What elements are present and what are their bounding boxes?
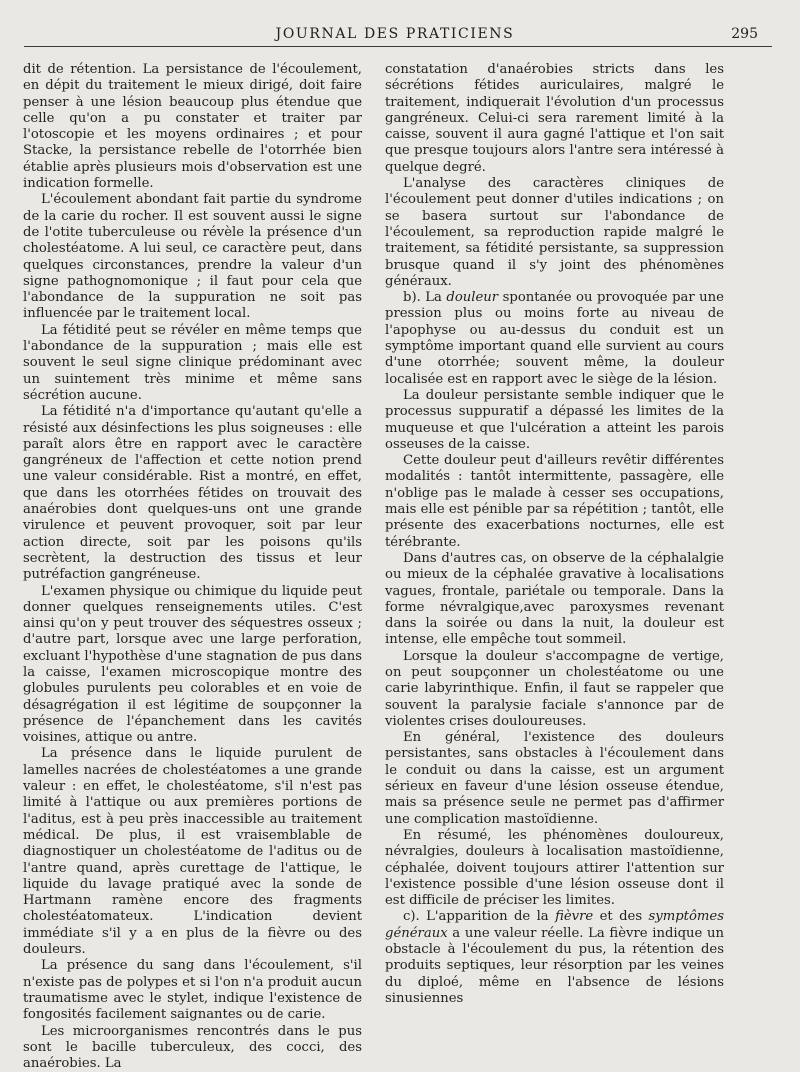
paragraph-text: L'analyse des caractères cliniques de l'écoulement peut donner d'utiles indications ; on se basera surtout sur l'abondance de l'écoulement, sa reproduction rapide malgré le traitement, sa fétidité persistante, sa suppression brusque quand il s'y joint des phénomènes généraux. [385, 176, 724, 289]
paragraph [23, 584, 362, 747]
paragraph-text: L'examen physique ou chimique du liquide peut donner quelques renseignements utiles. C'est ainsi qu'on y peut trouver des séquestres osseux ; d'autre part, lorsque avec une large perforation, excluant l'hypothèse d'une stagnation de pus dans la caisse, l'examen microscopique montre des globules purulents peu colorables et en voie de désagrégation il est légitime de soupçonner la présence de l'épanchement dans les cavités voisines, attique ou antre. [23, 583, 362, 746]
paragraph [385, 62, 724, 176]
paragraph [385, 551, 724, 649]
paragraph-text: a une valeur réelle. La fièvre indique un obstacle à l'écoulement du pus, la rétention des produits septiques, leur résorption par les veines du diploé, même en l'absence de lésions sinusiennes [385, 925, 724, 1006]
running-header [20, 26, 770, 46]
journal-title: JOURNAL DES PRATICIENS [275, 26, 515, 42]
paragraph-text: La douleur persistante semble indiquer que le processus suppuratif a dépassé les limites de la muqueuse et que l'ulcération a atteint les parois osseuses de la caisse. [385, 387, 724, 452]
paragraph-text: La présence dans le liquide purulent de lamelles nacrées de cholestéatomes a une grande valeur : en effet, le cholestéatome, s'il n'est pas limité à l'attique ou aux premières portions de l'aditus, est à peu près inaccessible au traitement médical. De plus, il est vraisemblable de diagnostiquer un cholestéatome de l'aditus ou de l'antre quand, après curettage de l'attique, le liquide du lavage pratiqué avec la sonde de Hartmann ramène encore des fragments cholestéatomateux. L'indication devient immédiate s'il y a en plus de la fièvre ou des douleurs. [23, 746, 362, 958]
page-number: 295 [731, 26, 758, 42]
paragraph [385, 730, 724, 828]
paragraph-text: En général, l'existence des douleurs persistantes, sans obstacles à l'écoulement dans le conduit ou dans la caisse, est un argument sérieux en faveur d'une lésion osseuse étendue, mais sa présence seule ne permet pas d'affirmer une complication mastoïdienne. [385, 730, 724, 827]
paragraph-text: La fétidité n'a d'importance qu'autant qu'elle a résisté aux désinfections les plus soigneuses : elle paraît alors être en rapport avec le caractère gangréneux de l'affection et cette notion prend une valeur considérable. Rist a montré, en effet, que dans les otorrhées fétides on trouvait des anaérobies dont quelques-uns ont une grande virulence et peuvent provoquer, soit par leur action directe, soit par les poisons qu'ils secrètent, la destruction des tissus et leur putréfaction gangréneuse. [23, 404, 362, 583]
paragraph [385, 909, 724, 1007]
paragraph [23, 404, 362, 583]
paragraph-text: b). La [403, 290, 447, 306]
italic-term: douleur [446, 290, 499, 306]
paragraph [23, 1024, 362, 1072]
paragraph [23, 62, 362, 192]
paragraph-text: Lorsque la douleur s'accompagne de vertige, on peut soupçonner un cholestéatome ou une carie labyrinthique. Enfin, il faut se rappeler que souvent la paralysie faciale s'annonce par de violentes crises douloureuses. [385, 648, 724, 729]
paragraph [385, 649, 724, 730]
paragraph-text: et des [593, 909, 649, 925]
paragraph [23, 323, 362, 404]
paragraph-text: La fétidité peut se révéler en même temps que l'abondance de la suppuration ; mais elle est souvent le seul signe clinique prédominant avec un suintement très minime et même sans sécrétion aucune. [23, 322, 362, 403]
header-rule [24, 46, 772, 47]
paragraph-text: Les microorganismes rencontrés dans le pus sont le bacille tuberculeux, des cocci, des anaérobies. La [23, 1023, 362, 1072]
paragraph [385, 828, 724, 909]
paragraph [385, 290, 724, 388]
paragraph-text: La présence du sang dans l'écoulement, s'il n'existe pas de polypes et si l'on n'a produit aucun traumatisme avec le stylet, indique l'existence de fongosités facilement saignantes ou de carie. [23, 958, 362, 1023]
paragraph [385, 453, 724, 551]
right-column [385, 62, 724, 1012]
paragraph [23, 746, 362, 958]
paragraph-text: c). L'apparition de la [403, 909, 556, 925]
italic-term: fièvre [555, 909, 594, 925]
paragraph [23, 192, 362, 322]
paragraph-text: L'écoulement abondant fait partie du syndrome de la carie du rocher. Il est souvent aussi le signe de l'otite tuberculeuse ou révèle la présence d'un cholestéatome. A lui seul, ce caractère peut, dans quelques circonstances, prendre la valeur d'un signe pathognomonique ; il faut pour cela que l'abondance de la suppuration ne soit pas influencée par le traitement local. [23, 192, 362, 322]
paragraph-text: dit de rétention. La persistance de l'écoulement, en dépit du traitement le mieux dirigé, doit faire penser à une lésion beaucoup plus étendue que celle qu'on a pu constater et traiter par l'otoscopie et les moyens ordinaires ; et pour Stacke, la persistance rebelle de l'otorrhée bien établie après plusieurs mois d'observation est une indication formelle. [23, 62, 362, 192]
paragraph [385, 388, 724, 453]
italic-term: symptômes généraux [385, 909, 724, 941]
paragraph-text: En résumé, les phénomènes douloureux, névralgies, douleurs à localisation mastoïdienne, céphalée, doivent toujours attirer l'attention sur l'existence possible d'une lésion osseuse dont il est difficile de préciser les limites. [385, 827, 724, 909]
paragraph [385, 176, 724, 290]
paragraph-text: Cette douleur peut d'ailleurs revêtir différentes modalités : tantôt intermittente, passagère, elle n'oblige pas le malade à cesser ses occupations, mais elle est pénible par sa répétition ; tantôt, elle présente des exacerbations nocturnes, elle est térébrante. [385, 453, 724, 550]
paragraph-text: constatation d'anaérobies stricts dans les sécrétions fétides auriculaires, malgré le traitement, indiquerait l'évolution d'un processus gangréneux. Celui-ci sera rarement limité à la caisse, souvent il aura gagné l'attique et l'on sait que presque toujours alors l'antre sera intéressé à quelque degré. [385, 62, 724, 175]
paragraph-text: spontanée ou provoquée par une pression plus ou moins forte au niveau de l'apophyse ou au-dessus du conduit est un symptôme important quand elle survient au cours d'une otorrhée; souvent même, la douleur localisée est en rapport avec le siège de la lésion. [385, 290, 724, 387]
paragraph-text: Dans d'autres cas, on observe de la céphalalgie ou mieux de la céphalée gravative à localisations vagues, frontale, pariétale ou temporale. Dans la forme névralgique,avec paroxysmes revenant dans la soirée ou dans la nuit, la douleur est intense, elle empêche tout sommeil. [385, 550, 724, 648]
left-column [23, 62, 362, 1072]
paragraph [23, 958, 362, 1023]
